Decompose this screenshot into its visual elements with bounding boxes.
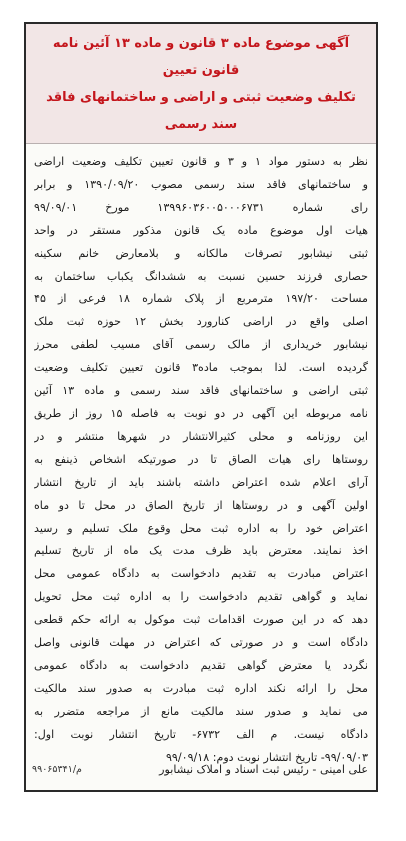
notice-title-line-1: آگهی موضوع ماده ۳ قانون و ماده ۱۳ آئین نامه قانون تعیین	[52, 36, 350, 78]
body-line: نیشابور خریداری از مالک رسمی آقای مسیب لطفی محرز	[34, 338, 368, 352]
body-line: دهد که در این صورت اقدامات ثبت موکول به ارائه حکم قطعی	[34, 613, 368, 627]
body-line: دادگاه است و در صورتی که اعتراض در مهلت قانونی واصل	[34, 636, 368, 650]
body-line: نامه مربوطه این آگهی در دو نوبت به فاصله ۱۵ روز از طریق	[34, 406, 368, 420]
body-line: ثبتی اراضی و ساختمانهای فاقد سند رسمی و ماده ۱۳ آئین	[34, 384, 368, 398]
body-line: اعتراض خود را به اداره ثبت محل وقوع ملک تسلیم و رسید	[34, 521, 368, 535]
body-line: اولین آگهی و در روستاها از تاریخ الصاق در محل تا دو ماه	[34, 498, 368, 512]
body-line: نماید و گواهی تقدیم دادخواست را به اداره ثبت محل تحویل	[34, 590, 368, 604]
reference-code: م/۹۹۰۶۵۳۴۱	[32, 764, 82, 775]
signature: علی امینی - رئیس ثبت اسناد و املاک نیشابور	[159, 763, 368, 776]
body-line: ثبتی نیشابور تصرفات مالکانه و بلامعارض خانم سکینه	[34, 246, 368, 260]
notice-title-line-2: تکلیف وضعیت ثبتی و اراضی و ساختمانهای فاقد سند رسمی	[46, 90, 356, 132]
body-line: محل را ارائه نکند اداره ثبت مبادرت به صدور سند مالکیت	[34, 681, 368, 695]
body-line: گردیده است. لذا بموجب ماده۳ قانون تعیین تکلیف وضعیت	[34, 361, 368, 375]
notice-header	[26, 24, 376, 144]
body-line: اصلی واقع در اراضی کنارورد بخش ۱۲ حوزه ثبت ملک	[34, 315, 368, 329]
body-line: هیات اول موضوع ماده یک قانون مذکور مستقر در واحد	[34, 223, 368, 237]
legal-notice	[24, 22, 378, 792]
body-line: آرای اعلام شده اعتراض داشته باشند باید از تاریخ انتشار	[34, 475, 368, 489]
body-line: ۹۹/۰۹/۰۳- تاریخ انتشار نوبت دوم: ۹۹/۰۹/۱۸	[165, 750, 368, 764]
body-line: می نماید و صدور سند مالکیت مانع از مراجعه متضرر به	[34, 704, 368, 718]
body-line: و ساختمانهای فاقد سند رسمی مصوب ۱۳۹۰/۰۹/۲۰ و برابر	[34, 177, 368, 191]
body-line: مساحت ۱۹۷/۲۰ مترمربع از پلاک شماره ۱۸ فرعی از ۴۵	[34, 292, 368, 306]
body-line: نظر به دستور مواد ۱ و ۳ و قانون تعیین تکلیف وضعیت اراضی	[34, 155, 368, 168]
body-line: نگردد یا معترض گواهی تقدیم دادخواست به دادگاه عمومی	[34, 658, 368, 672]
notice-body	[26, 144, 376, 769]
body-line: رای شماره ۱۳۹۹۶۰۳۶۰۰۵۰۰۰۶۷۳۱ مورخ ۹۹/۰۹/۰۱	[34, 200, 368, 214]
signature-row	[32, 763, 368, 776]
body-line: این روزنامه و محلی کثیرالانتشار در شهرها منتشر و در	[34, 429, 368, 443]
body-line: دادگاه نیست. م الف ۶۷۳۲- تاریخ انتشار نوبت اول:	[34, 727, 368, 741]
body-line: روستاها رای هیات الصاق تا در صورتیکه اشخاص ذینفع به	[34, 452, 368, 466]
body-line: اخذ نمایند. معترض باید ظرف مدت یک ماه از تاریخ تسلیم	[34, 544, 368, 558]
body-line: اعتراض مبادرت به تقدیم دادخواست به دادگاه عمومی محل	[34, 567, 368, 581]
body-line: حصاری فرزند حسین نسبت به ششدانگ یکباب ساختمان به	[34, 269, 368, 283]
